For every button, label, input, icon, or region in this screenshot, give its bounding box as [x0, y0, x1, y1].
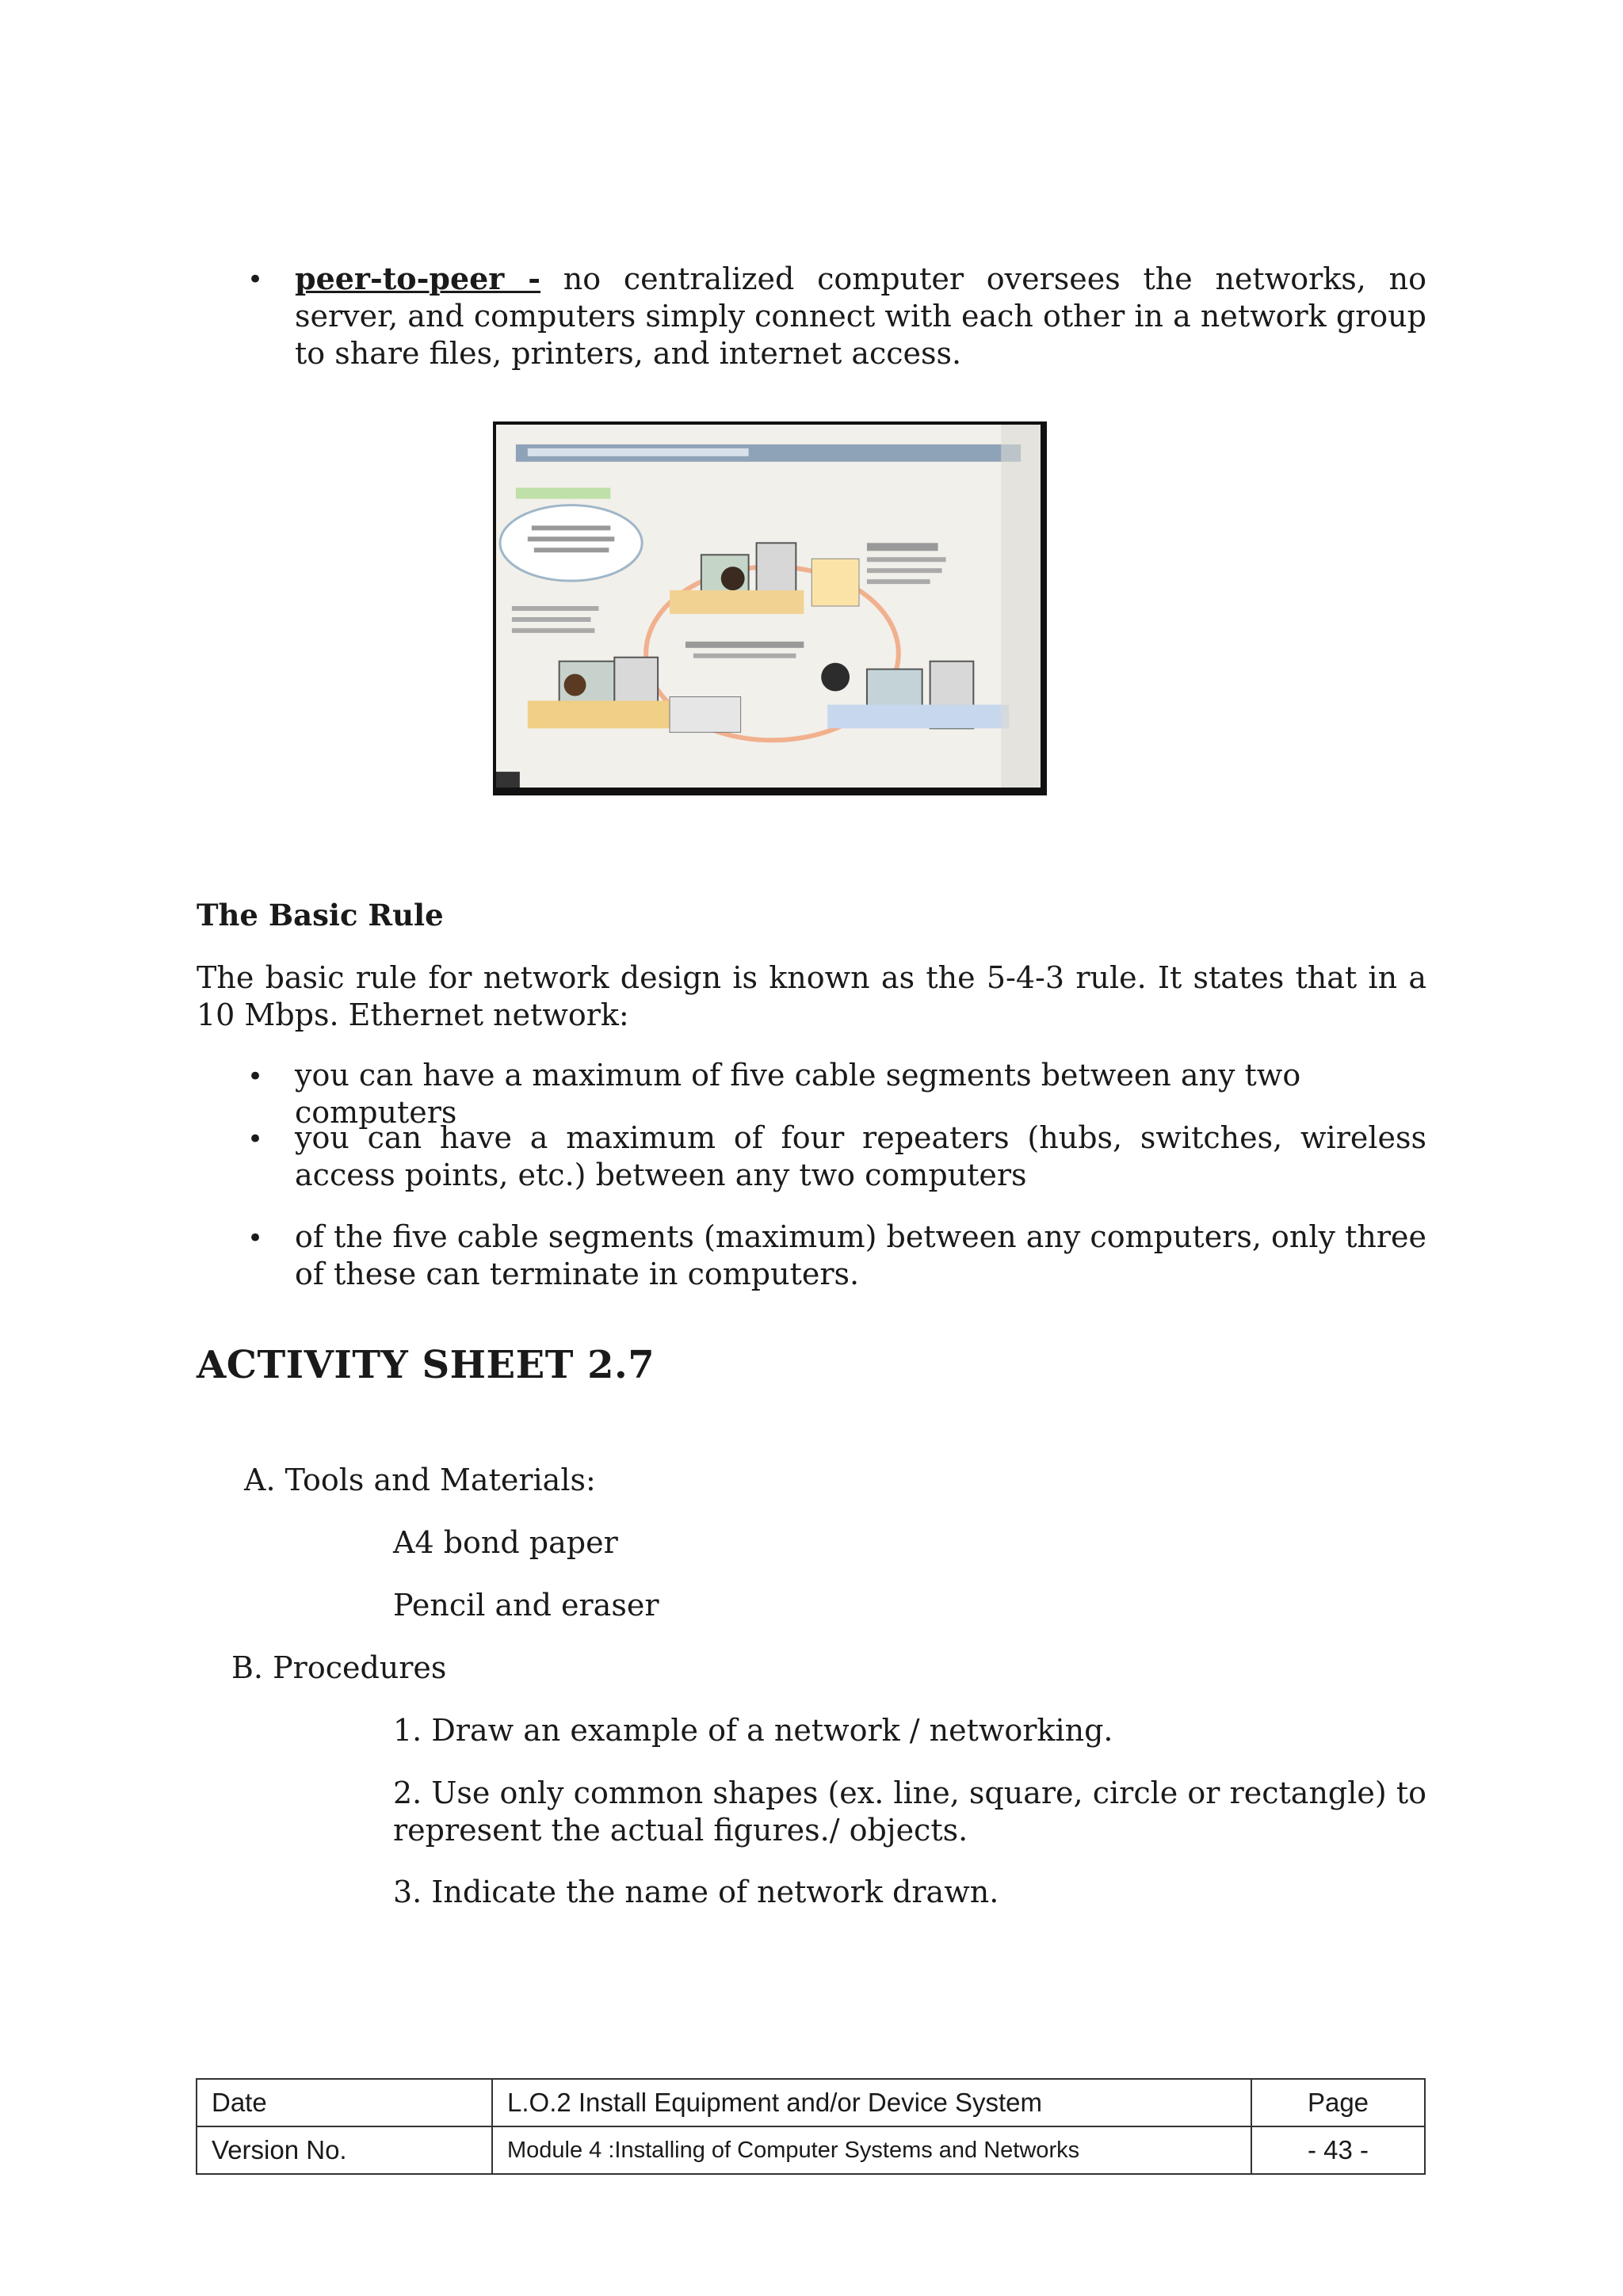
bullet-icon: •: [247, 1123, 264, 1155]
procedure-step: 1. Draw an example of a network / networking.: [393, 1713, 1113, 1748]
network-illustration-icon: [496, 425, 1041, 788]
bullet-icon: •: [247, 1061, 264, 1093]
rule-bullet-3: of the five cable segments (maximum) between any computers, only three of these can terminate in computers.: [295, 1219, 1426, 1291]
section-b-heading: B. Procedures: [231, 1650, 447, 1685]
procedure-step: 2. Use only common shapes (ex. line, square, circle or rectangle) to represent the actual figures./ objects.: [393, 1775, 1426, 1848]
peer-to-peer-text: no centralized computer oversees the networks, no server, and computers simply connect with each other in a network group to share files, printers, and internet access.: [295, 261, 1426, 371]
footer-version-label: Version No.: [197, 2126, 492, 2174]
material-item: Pencil and eraser: [393, 1588, 659, 1623]
rule-bullet-2: you can have a maximum of four repeaters (hubs, switches, wireless access points, etc.) between any two computers: [295, 1120, 1426, 1192]
footer-date-label: Date: [197, 2079, 492, 2126]
network-illustration: [493, 421, 1047, 795]
procedure-step: 3. Indicate the name of network drawn.: [393, 1875, 999, 1909]
bullet-icon: •: [247, 1222, 264, 1254]
basic-rule-intro: The basic rule for network design is known as the 5-4-3 rule. It states that in a 10 Mbps. Ethernet network:: [197, 960, 1426, 1032]
basic-rule-heading: The Basic Rule: [197, 898, 444, 933]
rule-bullet-1: you can have a maximum of five cable segments between any two computers: [295, 1058, 1301, 1130]
material-item: A4 bond paper: [393, 1525, 618, 1560]
footer-table: [196, 2078, 1426, 2175]
footer-lo-title: L.O.2 Install Equipment and/or Device System: [492, 2079, 1251, 2126]
footer-module-title: Module 4 :Installing of Computer Systems and Networks: [492, 2126, 1251, 2174]
footer-page-label: Page: [1251, 2079, 1425, 2126]
peer-to-peer-paragraph: [295, 260, 1426, 372]
peer-to-peer-term: peer-to-peer -: [295, 261, 541, 296]
footer-page-number: - 43 -: [1251, 2126, 1425, 2174]
activity-sheet-title: ACTIVITY SHEET 2.7: [197, 1343, 655, 1387]
bullet-icon: •: [247, 264, 264, 296]
section-a-heading: A. Tools and Materials:: [244, 1463, 596, 1497]
